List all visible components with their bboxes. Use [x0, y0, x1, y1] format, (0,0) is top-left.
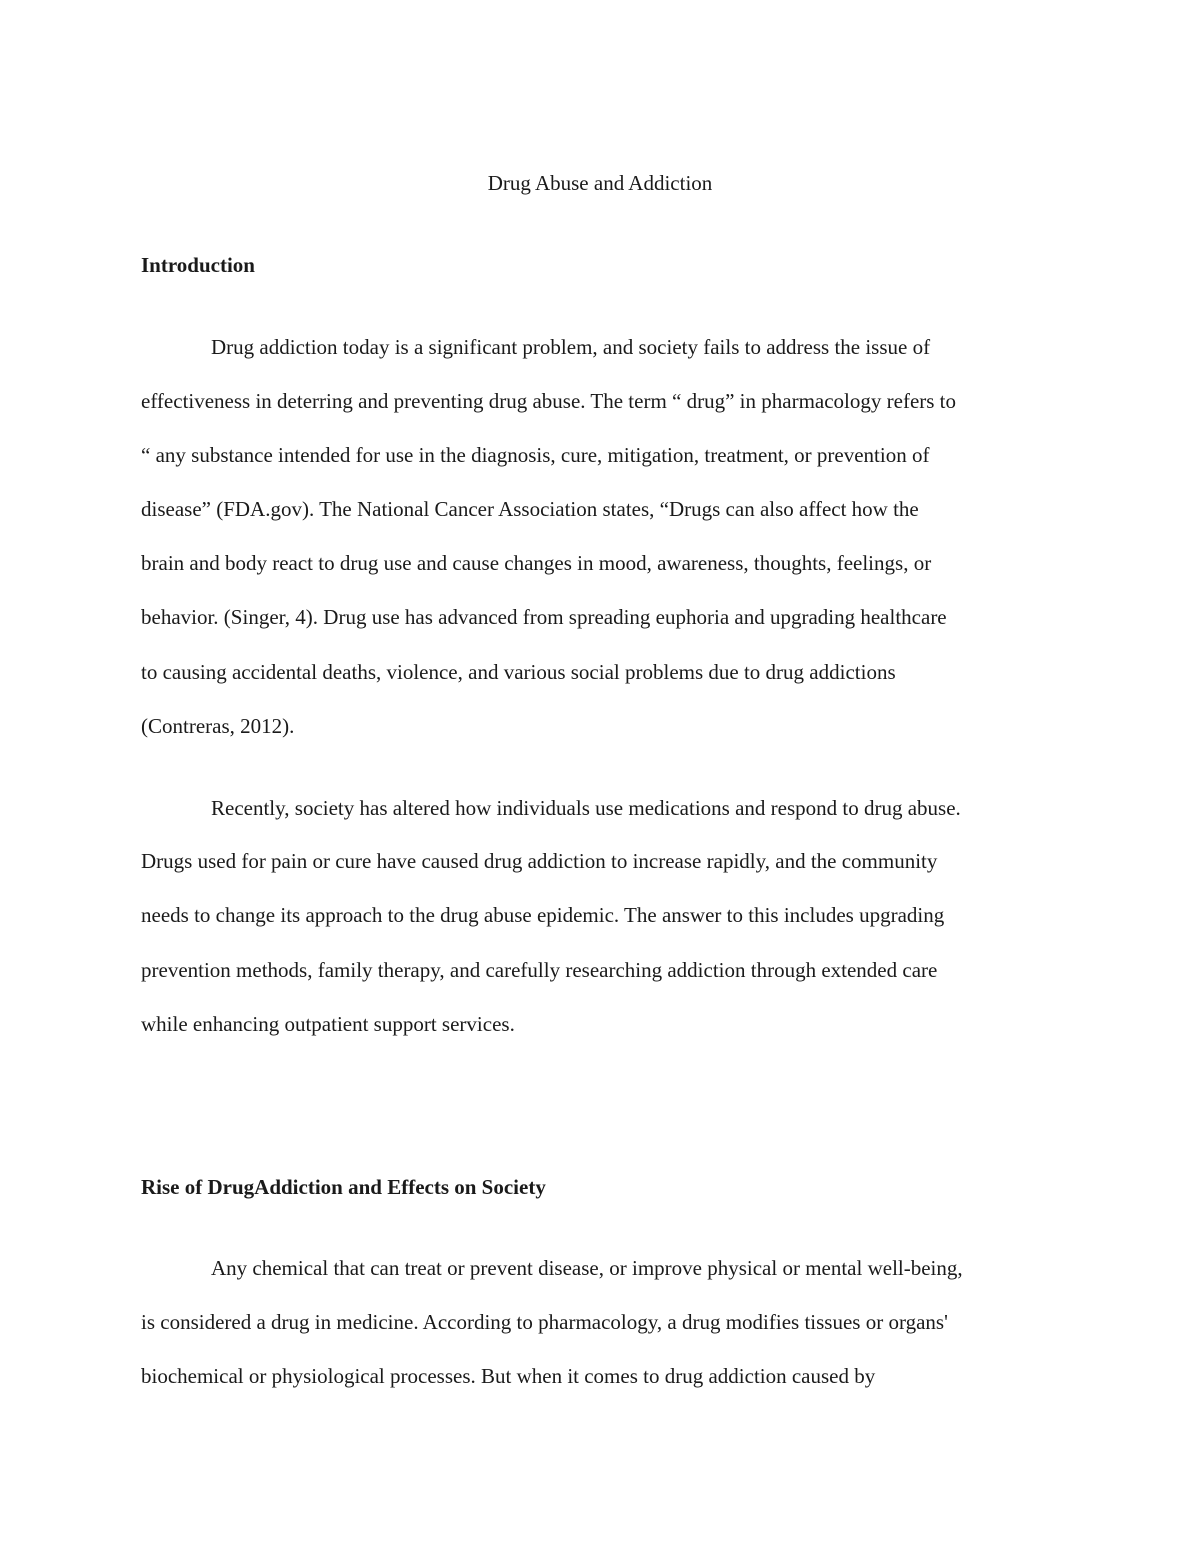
paragraph-line: Drugs used for pain or cure have caused drug addiction to increase rapidly, and the community: [141, 849, 938, 873]
paragraph-line: Drug addiction today is a significant problem, and society fails to address the issue of: [211, 335, 931, 359]
paragraph-line: disease” (FDA.gov). The National Cancer Association states, “Drugs can also affect how the: [141, 497, 919, 521]
paragraph-line: Any chemical that can treat or prevent disease, or improve physical or mental well-being,: [211, 1256, 963, 1280]
paragraph-line: behavior. (Singer, 4). Drug use has advanced from spreading euphoria and upgrading healthcare: [141, 605, 947, 629]
paragraph-line: prevention methods, family therapy, and carefully researching addiction through extended care: [141, 958, 938, 982]
paragraph-line: biochemical or physiological processes. But when it comes to drug addiction caused by: [141, 1364, 876, 1388]
paragraph-line: needs to change its approach to the drug abuse epidemic. The answer to this includes upgrading: [141, 903, 945, 927]
paragraph-line: “ any substance intended for use in the diagnosis, cure, mitigation, treatment, or prevention of: [141, 443, 930, 467]
paragraph-line: Recently, society has altered how individuals use medications and respond to drug abuse.: [211, 796, 961, 820]
paragraph-line: to causing accidental deaths, violence, and various social problems due to drug addictions: [141, 660, 896, 684]
paragraph-line: is considered a drug in medicine. According to pharmacology, a drug modifies tissues or organs': [141, 1310, 948, 1334]
paragraph-line: effectiveness in deterring and preventing drug abuse. The term “ drug” in pharmacology refers to: [141, 389, 957, 413]
paragraph-line: while enhancing outpatient support services.: [141, 1012, 515, 1036]
section-heading-rise-of-drug-addiction: Rise of DrugAddiction and Effects on Society: [141, 1175, 546, 1199]
document-title: Drug Abuse and Addiction: [487, 171, 713, 195]
paragraph-line: brain and body react to drug use and cause changes in mood, awareness, thoughts, feelings, or: [141, 551, 932, 575]
section-heading-introduction: Introduction: [141, 253, 255, 277]
paragraph-line: (Contreras, 2012).: [141, 714, 295, 738]
